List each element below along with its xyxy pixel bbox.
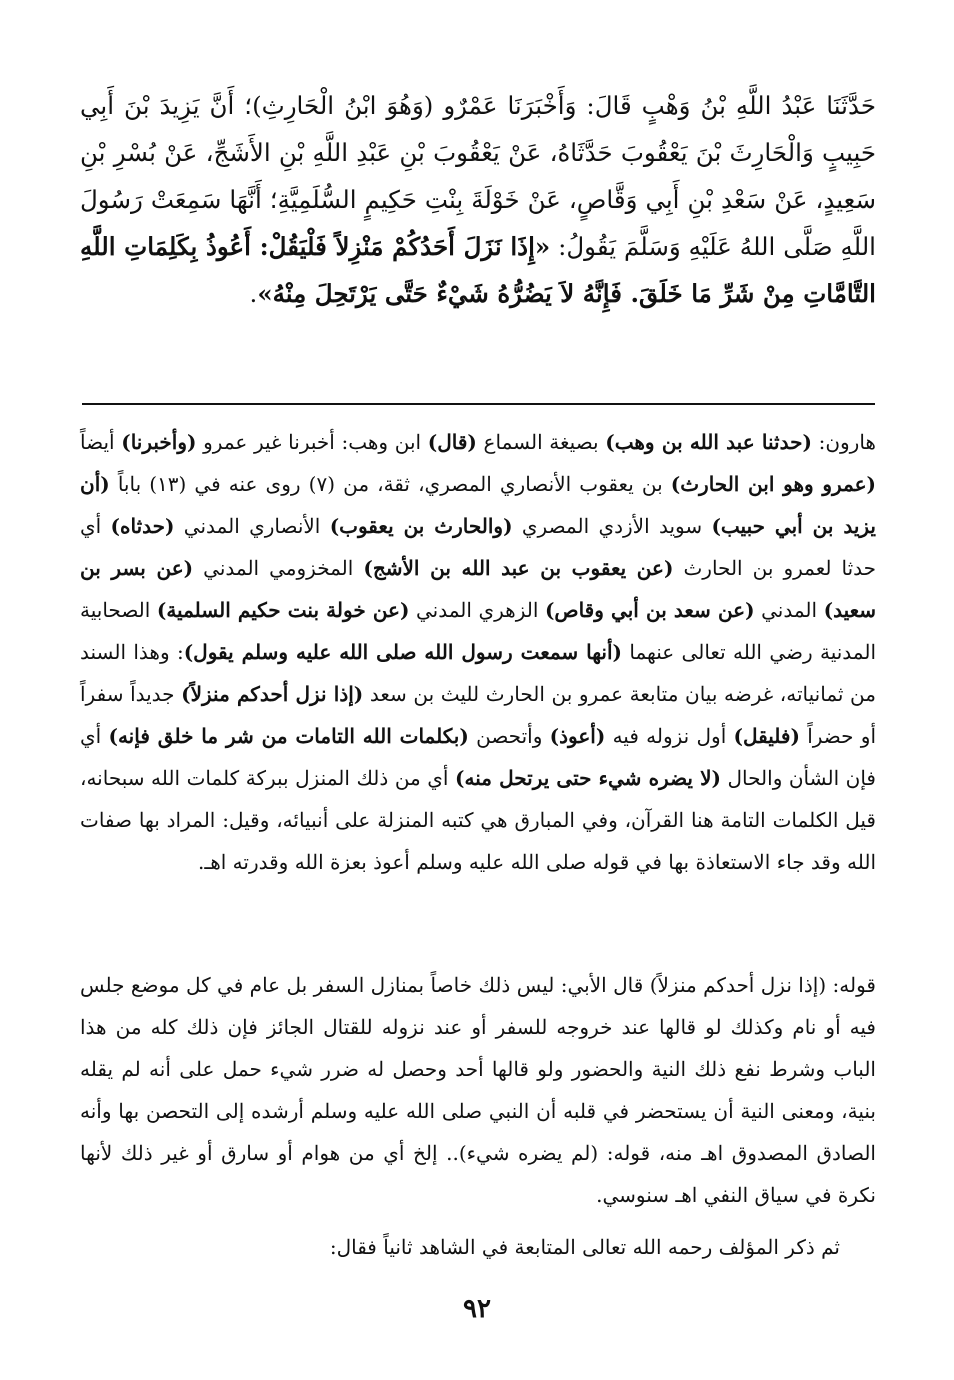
- commentary-quote: (أعوذ): [549, 724, 606, 748]
- commentary-segment: جديداً سفراً أو حضراً: [80, 682, 876, 748]
- commentary-quote: (أنها سمعت رسول الله صلى الله عليه وسلم يقول): [183, 640, 623, 664]
- commentary-quote: (عن سعد بن أبي وقاص): [544, 598, 755, 622]
- commentary-segment: أيضاً: [80, 430, 122, 454]
- commentary-segment: أي فإن الشأن والحال: [80, 724, 876, 790]
- commentary-quote: (عمرو وهو ابن الحارث): [670, 472, 877, 496]
- commentary-quote: (والحارث بن يعقوب): [329, 514, 513, 538]
- transition-line: ثم ذكر المؤلف رحمه الله تعالى المتابعة في الشاهد ثانياً فقال:: [329, 1235, 840, 1259]
- commentary-segment: سويد الأزدي المصري: [512, 514, 712, 538]
- page-number: ٩٢: [463, 1294, 491, 1324]
- commentary-quote: (إذا نزل أحدكم منزلاً): [181, 682, 364, 706]
- commentary-segment: بصيغة السماع: [476, 430, 606, 454]
- commentary-segment: هارون:: [811, 430, 876, 454]
- commentary-segment: الأنصاري المدني: [174, 514, 330, 538]
- hadith-text: [80, 82, 876, 317]
- commentary-quote: (فليقل): [733, 724, 800, 748]
- commentary-segment: الزهري المدني: [409, 598, 545, 622]
- commentary-segment: الصحابية المدنية رضي الله تعالى عنهما: [80, 598, 877, 664]
- commentary-quote: (أن يزيد بن أبي حبيب): [80, 472, 877, 538]
- commentary-quote: (حدثنا عبد الله بن وهب): [605, 430, 812, 454]
- commentary-segment: المخزومي المدني: [193, 556, 364, 580]
- footnote-divider: [82, 403, 875, 405]
- commentary-segment: أي حدثا لعمرو بن الحارث: [80, 514, 876, 580]
- commentary-quote: (لا يضره شيء حتى يرتحل منه): [455, 766, 721, 790]
- commentary-quote: (عن بسر بن سعيد): [80, 556, 877, 622]
- commentary-quote: (حدثاه): [110, 514, 175, 538]
- hadith-matn: «إِذَا نَزَلَ أَحَدُكُمْ مَنْزِلاً فَلْيَقُلْ: أَعُوذُ بِكَلِمَاتِ اللَّهِ التَّامَّاتِ مِنْ شَرِّ مَا خَلَقَ. فَإِنَّهُ لاَ يَضُرُّهُ شَيْءٌ حَتَّى يَرْتَحِلَ مِنْهُ»: [80, 232, 876, 308]
- commentary-quote: (عن خولة بنت حكيم السلمية): [156, 598, 410, 622]
- commentary-quote: (بكلمات الله التامات من شر ما خلق فإنه): [108, 724, 469, 748]
- commentary-quote: (وأخبرنا): [121, 430, 197, 454]
- commentary-paragraph: [80, 421, 876, 883]
- commentary-quote: (عن يعقوب بن عبد الله بن الأشج): [363, 556, 674, 580]
- commentary-segment: أول نزوله فيه: [605, 724, 734, 748]
- commentary-segment: وأتحصن: [468, 724, 550, 748]
- hadith-end: .: [249, 279, 258, 308]
- commentary-segment: المدني: [754, 598, 824, 622]
- explanation-paragraph: قوله: (إذا نزل أحدكم منزلاً) قال الأبي: ليس ذلك خاصاً بمنازل السفر بل عام في كل موضع جلس فيه أو نام وكذلك لو قالها عند خروجه للسفر أو عند نزوله للقتال الجائز فإن ذلك كله من هذا الباب وشرط نفع ذلك النية والحضور ولو قالها أحد وحصل له ضرر شيء حمل على أنه لم يقله بنية، ومعنى النية أن يستحضر في قلبه أن النبي صلى الله عليه وسلم أرشده إلى التحصن بها وأنه الصادق المصدوق اهـ منه، قوله: (لم يضره شيء).. إلخ أي من هوام أو سارق أو غير ذلك لأنها نكرة في سياق النفي اهـ سنوسي.: [80, 973, 876, 1207]
- commentary-segment: : وهذا السند من ثمانياته، غرضه بيان متابعة عمرو بن الحارث لليث بن سعد: [80, 640, 876, 706]
- hadith-isnad: حَدَّثَنَا عَبْدُ اللَّهِ بْنُ وَهْبٍ قَالَ: وَأَخْبَرَنَا عَمْرٌو (وَهُوَ ابْنُ الْحَارِثِ)؛ أَنَّ يَزِيدَ بْنَ أَبِي حَبِيبٍ وَالْحَارِثَ بْنَ يَعْقُوبَ حَدَّثَاهُ، عَنْ يَعْقُوبَ بْنِ عَبْدِ اللَّهِ بْنِ الأَشَجِّ، عَنْ بُسْرِ بْنِ سَعِيدٍ، عَنْ سَعْدِ بْنِ أَبِي وَقَّاصٍ، عَنْ خَوْلَةَ بِنْتِ حَكِيمٍ السُّلَمِيَّةِ؛ أَنَّهَا سَمِعَتْ رَسُولَ اللَّهِ صَلَّى اللهُ عَلَيْهِ وَسَلَّمَ يَقُولُ:: [80, 91, 876, 261]
- commentary-segment: بن يعقوب الأنصاري المصري، ثقة، من (٧) روى عنه في (١٣) باباً: [109, 472, 671, 496]
- commentary-segment: ابن وهب: أخبرنا غير عمرو: [196, 430, 428, 454]
- commentary-quote: (قال): [427, 430, 477, 454]
- commentary-segment: أي من ذلك المنزل ببركة كلمات الله سبحانه، قيل الكلمات التامة هنا القرآن، وفي المبارق هي كتبه المنزلة على أنبيائه، وقيل: المراد بها صفات الله وقد جاء الاستعاذة بها في قوله صلى الله عليه وسلم أعوذ بعزة الله وقدرته اهـ.: [80, 766, 876, 874]
